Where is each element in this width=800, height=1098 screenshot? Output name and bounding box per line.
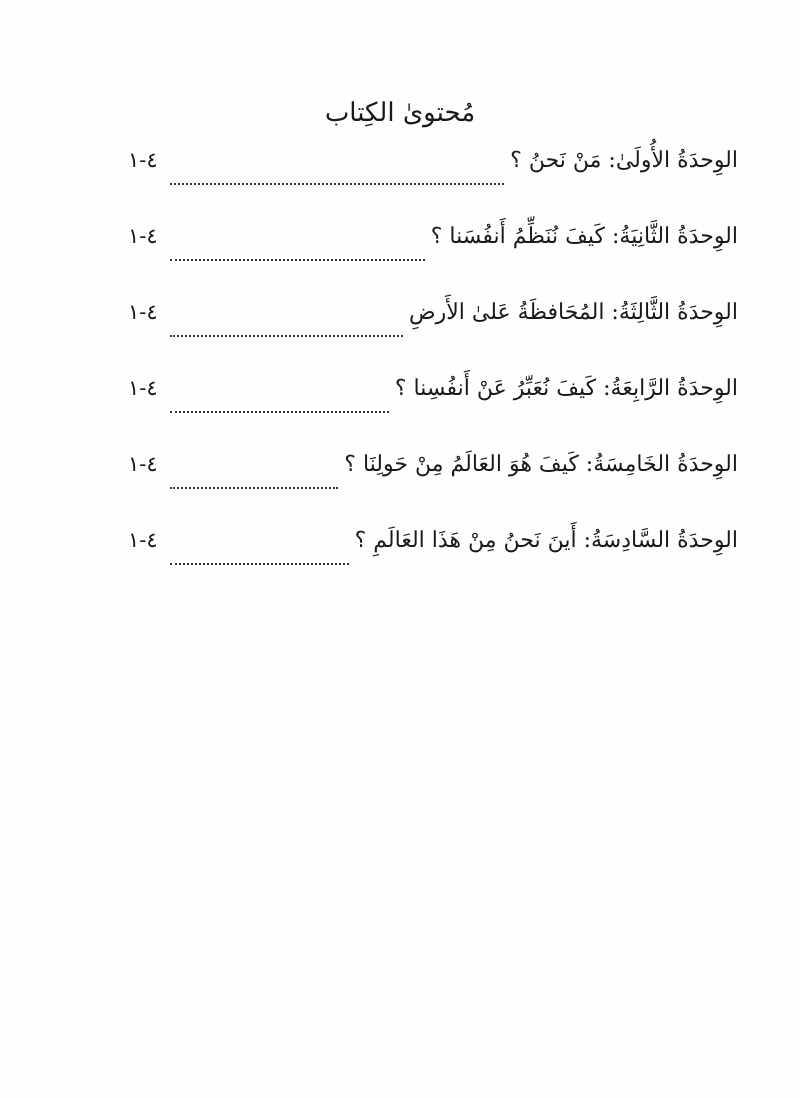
toc-dot-leader	[170, 259, 425, 261]
toc-entry-title: الوِحدَةُ الثَّالِثَةُ: المُحَافظَةُ عَلىٰ الأَرضِ	[409, 300, 738, 325]
toc-page-range: ٤-١	[128, 452, 158, 476]
toc-entry	[128, 366, 738, 442]
toc-page-range: ٤-١	[128, 528, 158, 552]
toc-entry	[128, 442, 738, 518]
toc-dot-leader	[170, 335, 403, 337]
toc-dot-leader	[170, 487, 338, 489]
toc-page-range: ٤-١	[128, 148, 158, 172]
toc-entry	[128, 290, 738, 366]
toc-entry-title: الوِحدَةُ الرَّابِعَةُ: كَيفَ نُعَبِّرُ عَنْ أَنفُسِنا ؟	[394, 376, 738, 401]
toc-entry	[128, 138, 738, 214]
toc-page-range: ٤-١	[128, 224, 158, 248]
toc-page-range: ٤-١	[128, 300, 158, 324]
toc-entry	[128, 214, 738, 290]
toc-entry-title: الوِحدَةُ السَّادِسَةُ: أَينَ نَحنُ مِنْ هَذَا العَالَمِ ؟	[354, 528, 738, 553]
toc-dot-leader	[170, 183, 504, 185]
page-title: مُحتوىٰ الكِتاب	[324, 98, 476, 128]
toc-page-range: ٤-١	[128, 376, 158, 400]
toc-entry-title: الوِحدَةُ الثَّانِيَةُ: كَيفَ نُنَظِّمُ أَنفُسَنا ؟	[430, 224, 738, 249]
table-of-contents	[128, 138, 738, 594]
toc-entry-title: الوِحدَةُ الخَامِسَةُ: كَيفَ هُوَ العَالَمُ مِنْ حَولِنَا ؟	[344, 452, 738, 477]
toc-dot-leader	[170, 411, 389, 413]
toc-entry-title: الوِحدَةُ الأُولَىٰ: مَنْ نَحنُ ؟	[510, 148, 738, 173]
toc-dot-leader	[170, 563, 349, 565]
toc-entry	[128, 518, 738, 594]
